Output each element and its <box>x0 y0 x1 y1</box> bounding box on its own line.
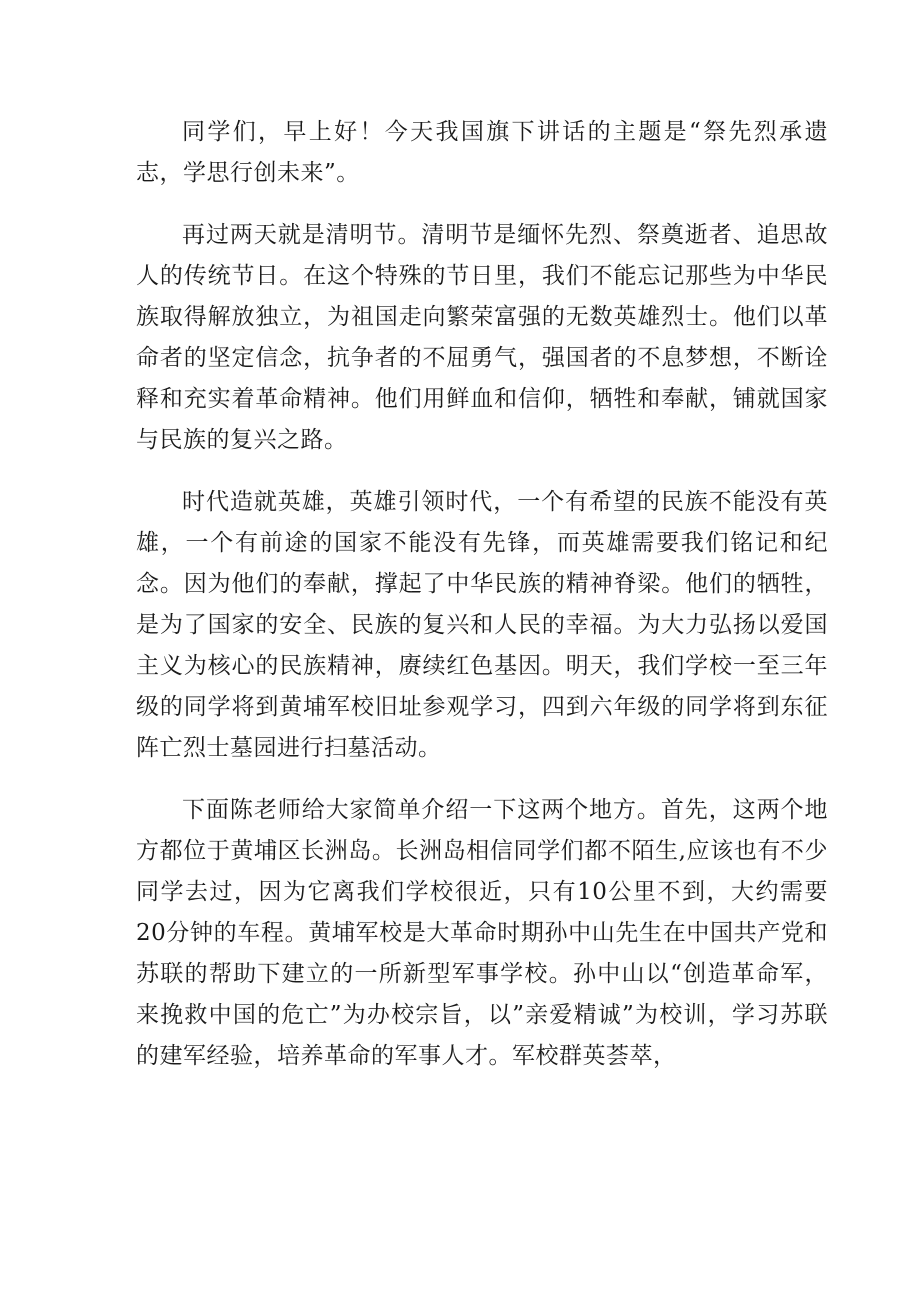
paragraph-qingming: 再过两天就是清明节。清明节是缅怀先烈、祭奠逝者、追思故人的传统节日。在这个特殊的节日里，我们不能忘记那些为中华民族取得解放独立，为祖国走向繁荣富强的无数英雄烈士。他们以革命者的坚定信念，抗争者的不屈勇气，强国者的不息梦想，不断诠释和充实着革命精神。他们用鲜血和信仰，牺牲和奉献，铺就国家与民族的复兴之路。 <box>136 222 828 453</box>
paragraph-introduction: 下面陈老师给大家简单介绍一下这两个地方。首先，这两个地方都位于黄埔区长洲岛。长洲岛相信同学们都不陌生,应该也有不少同学去过，因为它离我们学校很近，只有10公里不到，大约需要20分钟的车程。黄埔军校是大革命时期孙中山先生在中国共产党和苏联的帮助下建立的一所新型军事学校。孙中山以“创造革命军，来挽救中国的危亡”为办校宗旨，以”亲爱精诚”为校训，学习苏联的建军经验，培养革命的军事人才。军校群英荟萃， <box>136 797 828 1069</box>
speech-body <box>136 112 828 1077</box>
paragraph-greeting: 同学们，早上好！今天我国旗下讲话的主题是“祭先烈承遗志，学思行创未来”。 <box>136 119 828 186</box>
paragraph-heroes: 时代造就英雄，英雄引领时代，一个有希望的民族不能没有英雄，一个有前途的国家不能没有先锋，而英雄需要我们铭记和纪念。因为他们的奉献，撑起了中华民族的精神脊梁。他们的牺牲，是为了国家的安全、民族的复兴和人民的幸福。为大力弘扬以爱国主义为核心的民族精神，赓续红色基因。明天，我们学校一至三年级的同学将到黄埔军校旧址参观学习，四到六年级的同学将到东征阵亡烈士墓园进行扫墓活动。 <box>136 489 828 761</box>
